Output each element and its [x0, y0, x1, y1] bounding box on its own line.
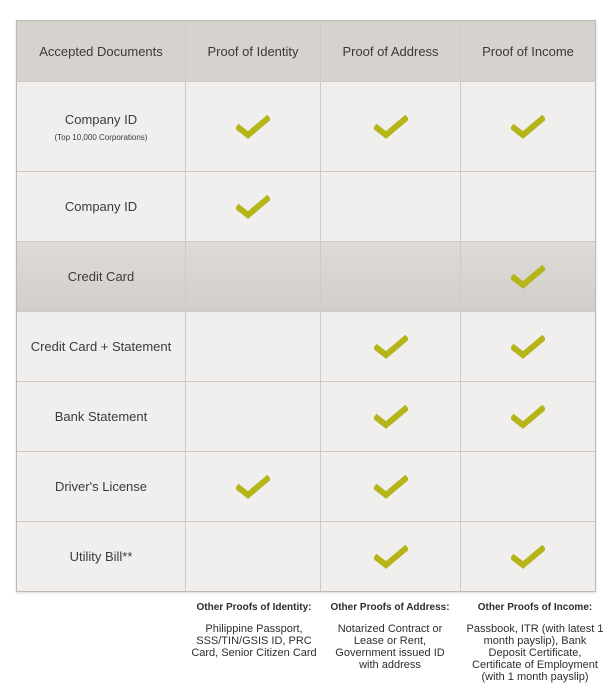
row-label: Bank Statement — [17, 382, 186, 452]
row-label: Credit Card — [17, 242, 186, 312]
checkmark-icon — [511, 405, 545, 429]
table-row — [17, 312, 595, 382]
row-sublabel: (Top 10,000 Corporations) — [54, 132, 148, 142]
cell-address — [321, 242, 461, 312]
cell-income — [461, 312, 595, 382]
cell-identity — [186, 452, 321, 522]
footer-income-title: Other Proofs of Income: — [477, 602, 593, 613]
checkmark-icon — [511, 335, 545, 359]
cell-identity — [186, 312, 321, 382]
footer-address — [328, 602, 452, 671]
checkmark-icon — [511, 545, 545, 569]
header-proof-of-income: Proof of Income — [461, 21, 595, 82]
checkmark-icon — [511, 265, 545, 289]
table-row — [17, 522, 595, 591]
footer-income — [464, 602, 606, 683]
table-row — [17, 82, 595, 172]
header-accepted-documents: Accepted Documents — [17, 21, 186, 82]
cell-income — [461, 172, 595, 242]
footer-address-text: Notarized Contract or Lease or Rent, Government issued ID with address — [335, 623, 445, 671]
table-row — [17, 242, 595, 312]
checkmark-icon — [236, 195, 270, 219]
cell-address — [321, 172, 461, 242]
table-row — [17, 452, 595, 522]
checkmark-icon — [236, 475, 270, 499]
checkmark-icon — [374, 335, 408, 359]
checkmark-icon — [374, 545, 408, 569]
row-label: Utility Bill** — [17, 522, 186, 591]
cell-address — [321, 312, 461, 382]
cell-identity — [186, 172, 321, 242]
cell-income — [461, 452, 595, 522]
cell-address — [321, 82, 461, 172]
row-label: Company ID — [17, 172, 186, 242]
header-proof-of-identity: Proof of Identity — [186, 21, 321, 82]
cell-identity — [186, 522, 321, 591]
checkmark-icon — [511, 115, 545, 139]
row-label: Driver's License — [17, 452, 186, 522]
cell-address — [321, 452, 461, 522]
cell-identity — [186, 242, 321, 312]
footer-income-text: Passbook, ITR (with latest 1 month payslip), Bank Deposit Certificate, Certificate of Employment (with 1 month payslip) — [466, 623, 604, 683]
footer-address-title: Other Proofs of Address: — [330, 602, 450, 613]
table-header — [17, 21, 595, 82]
footer-identity-text: Philippine Passport, SSS/TIN/GSIS ID, PRC Card, Senior Citizen Card — [191, 623, 317, 659]
checkmark-icon — [374, 475, 408, 499]
cell-income — [461, 522, 595, 591]
cell-address — [321, 522, 461, 591]
checkmark-icon — [236, 115, 270, 139]
table-row — [17, 172, 595, 242]
cell-identity — [186, 382, 321, 452]
footer-identity-title: Other Proofs of Identity: — [196, 602, 312, 613]
cell-identity — [186, 82, 321, 172]
footer-identity — [190, 602, 318, 659]
checkmark-icon — [374, 115, 408, 139]
row-label: Credit Card + Statement — [17, 312, 186, 382]
checkmark-icon — [374, 405, 408, 429]
cell-income — [461, 82, 595, 172]
table-row — [17, 382, 595, 452]
header-proof-of-address: Proof of Address — [321, 21, 461, 82]
cell-income — [461, 242, 595, 312]
cell-address — [321, 382, 461, 452]
row-label: Company ID — [64, 111, 138, 127]
documents-table — [16, 20, 596, 592]
cell-income — [461, 382, 595, 452]
